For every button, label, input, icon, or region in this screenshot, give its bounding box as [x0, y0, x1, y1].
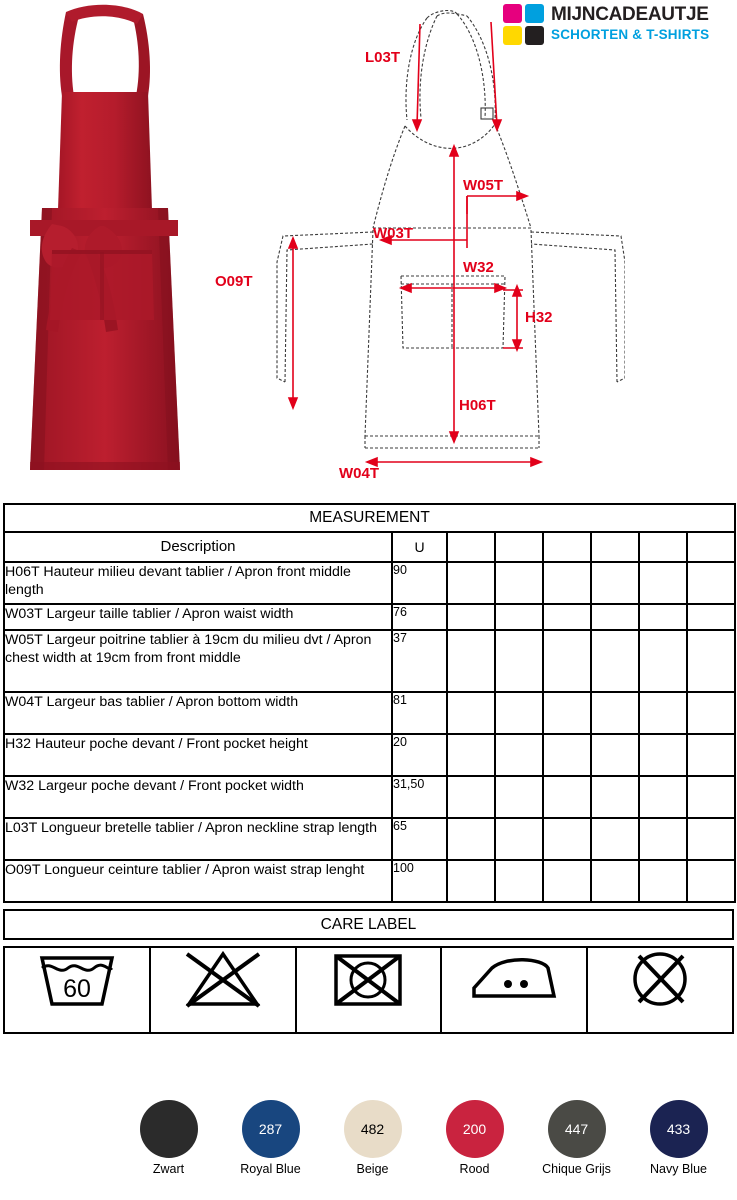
row-description: H32 Hauteur poche devant / Front pocket height	[4, 734, 392, 776]
care-icon-cell-dry-clean	[587, 947, 733, 1033]
row-blank-6	[687, 604, 735, 630]
color-name: Chique Grijs	[542, 1162, 611, 1176]
table-row	[4, 630, 735, 692]
care-icons-row	[4, 947, 733, 1033]
header-blank-1	[447, 532, 495, 562]
color-option-navy-blue[interactable]	[640, 1100, 718, 1176]
row-blank-4	[591, 604, 639, 630]
row-blank-1	[447, 860, 495, 902]
row-blank-5	[639, 562, 687, 604]
table-row	[4, 734, 735, 776]
row-blank-2	[495, 630, 543, 692]
row-value: 76	[392, 604, 447, 630]
row-blank-1	[447, 630, 495, 692]
header-blank-4	[591, 532, 639, 562]
row-blank-6	[687, 776, 735, 818]
row-blank-1	[447, 562, 495, 604]
header-blank-2	[495, 532, 543, 562]
color-option-chique-grijs[interactable]	[538, 1100, 616, 1176]
color-options	[0, 1100, 737, 1200]
row-blank-2	[495, 562, 543, 604]
callout-w04t: W04T	[339, 465, 380, 482]
apron-technical-drawing	[205, 0, 625, 495]
table-row	[4, 692, 735, 734]
care-label-table	[3, 909, 734, 940]
row-value: 65	[392, 818, 447, 860]
row-description: W32 Largeur poche devant / Front pocket width	[4, 776, 392, 818]
row-blank-1	[447, 734, 495, 776]
callout-h06t: H06T	[459, 397, 496, 414]
row-blank-5	[639, 818, 687, 860]
logo-title: MIJNCADEAUTJE	[551, 4, 709, 25]
do-not-dry-clean-icon	[625, 948, 695, 1010]
color-swatch[interactable]: 200	[446, 1100, 504, 1158]
color-swatch[interactable]: 482	[344, 1100, 402, 1158]
row-blank-1	[447, 604, 495, 630]
row-blank-4	[591, 734, 639, 776]
row-value: 100	[392, 860, 447, 902]
color-name: Navy Blue	[650, 1162, 707, 1176]
row-blank-4	[591, 776, 639, 818]
color-option-royal-blue[interactable]	[232, 1100, 310, 1176]
row-blank-6	[687, 818, 735, 860]
row-blank-3	[543, 860, 591, 902]
color-swatch[interactable]	[140, 1100, 198, 1158]
row-blank-5	[639, 692, 687, 734]
row-blank-3	[543, 818, 591, 860]
measurement-header-row	[4, 532, 735, 562]
row-blank-4	[591, 818, 639, 860]
row-blank-3	[543, 630, 591, 692]
row-blank-4	[591, 860, 639, 902]
row-blank-6	[687, 860, 735, 902]
do-not-tumble-dry-icon	[328, 948, 408, 1010]
measurement-table	[3, 503, 736, 903]
color-name: Beige	[356, 1162, 389, 1176]
row-blank-5	[639, 860, 687, 902]
measurement-title-row	[4, 504, 735, 532]
row-description: O09T Longueur ceinture tablier / Apron waist strap lenght	[4, 860, 392, 902]
header-blank-6	[687, 532, 735, 562]
color-swatch[interactable]: 433	[650, 1100, 708, 1158]
care-icon-cell-wash	[4, 947, 150, 1033]
row-description: W03T Largeur taille tablier / Apron waist width	[4, 604, 392, 630]
row-blank-6	[687, 692, 735, 734]
wash-60-icon	[32, 948, 122, 1010]
row-blank-6	[687, 630, 735, 692]
row-blank-3	[543, 776, 591, 818]
color-option-zwart[interactable]	[130, 1100, 208, 1176]
color-option-beige[interactable]	[334, 1100, 412, 1176]
callout-w05t: W05T	[463, 177, 504, 194]
iron-two-dots-icon	[466, 948, 562, 1006]
callout-l03t: L03T	[365, 49, 401, 66]
row-blank-4	[591, 630, 639, 692]
row-value: 37	[392, 630, 447, 692]
row-blank-1	[447, 776, 495, 818]
table-row	[4, 818, 735, 860]
header-unit: U	[392, 532, 447, 562]
color-swatch[interactable]: 447	[548, 1100, 606, 1158]
row-blank-6	[687, 562, 735, 604]
row-blank-1	[447, 818, 495, 860]
row-blank-5	[639, 630, 687, 692]
header-blank-3	[543, 532, 591, 562]
row-description: W05T Largeur poitrine tablier à 19cm du milieu dvt / Apron chest width at 19cm from front middle	[4, 630, 392, 692]
table-row	[4, 604, 735, 630]
row-value: 31,50	[392, 776, 447, 818]
row-blank-4	[591, 562, 639, 604]
row-blank-2	[495, 692, 543, 734]
table-row	[4, 860, 735, 902]
table-row	[4, 562, 735, 604]
header-blank-5	[639, 532, 687, 562]
color-name: Rood	[459, 1162, 490, 1176]
care-label-title-row	[4, 910, 733, 939]
row-blank-5	[639, 734, 687, 776]
row-blank-5	[639, 604, 687, 630]
measurement-section	[3, 503, 734, 1034]
row-value: 90	[392, 562, 447, 604]
row-blank-5	[639, 776, 687, 818]
row-description: L03T Longueur bretelle tablier / Apron neckline strap length	[4, 818, 392, 860]
row-blank-2	[495, 604, 543, 630]
row-blank-3	[543, 734, 591, 776]
row-blank-2	[495, 776, 543, 818]
product-illustration-area	[0, 0, 737, 500]
row-blank-2	[495, 734, 543, 776]
row-description: W04T Largeur bas tablier / Apron bottom width	[4, 692, 392, 734]
row-blank-3	[543, 604, 591, 630]
row-blank-2	[495, 818, 543, 860]
row-blank-3	[543, 692, 591, 734]
color-option-rood[interactable]	[436, 1100, 514, 1176]
color-swatch[interactable]: 287	[242, 1100, 300, 1158]
row-description: H06T Hauteur milieu devant tablier / Apron front middle length	[4, 562, 392, 604]
header-description: Description	[4, 532, 392, 562]
color-name: Royal Blue	[240, 1162, 301, 1176]
callout-o09t: O09T	[215, 273, 253, 290]
row-blank-3	[543, 562, 591, 604]
care-icon-cell-bleach	[150, 947, 296, 1033]
svg-text:60: 60	[62, 975, 91, 1003]
callout-h32: H32	[525, 309, 553, 326]
logo-subtitle: SCHORTEN & T-SHIRTS	[551, 27, 710, 42]
care-label-title: CARE LABEL	[4, 910, 733, 939]
callout-w03t: W03T	[373, 225, 414, 242]
care-icon-cell-iron	[441, 947, 587, 1033]
row-blank-6	[687, 734, 735, 776]
callout-w32: W32	[463, 259, 494, 276]
row-value: 81	[392, 692, 447, 734]
row-blank-1	[447, 692, 495, 734]
row-value: 20	[392, 734, 447, 776]
row-blank-4	[591, 692, 639, 734]
care-icons-table	[3, 946, 734, 1034]
color-name: Zwart	[152, 1162, 185, 1176]
care-icon-cell-tumble-dry	[296, 947, 442, 1033]
row-blank-2	[495, 860, 543, 902]
apron-product-photo	[0, 0, 205, 495]
table-row	[4, 776, 735, 818]
measurement-title: MEASUREMENT	[4, 504, 735, 532]
do-not-bleach-icon	[179, 948, 267, 1010]
